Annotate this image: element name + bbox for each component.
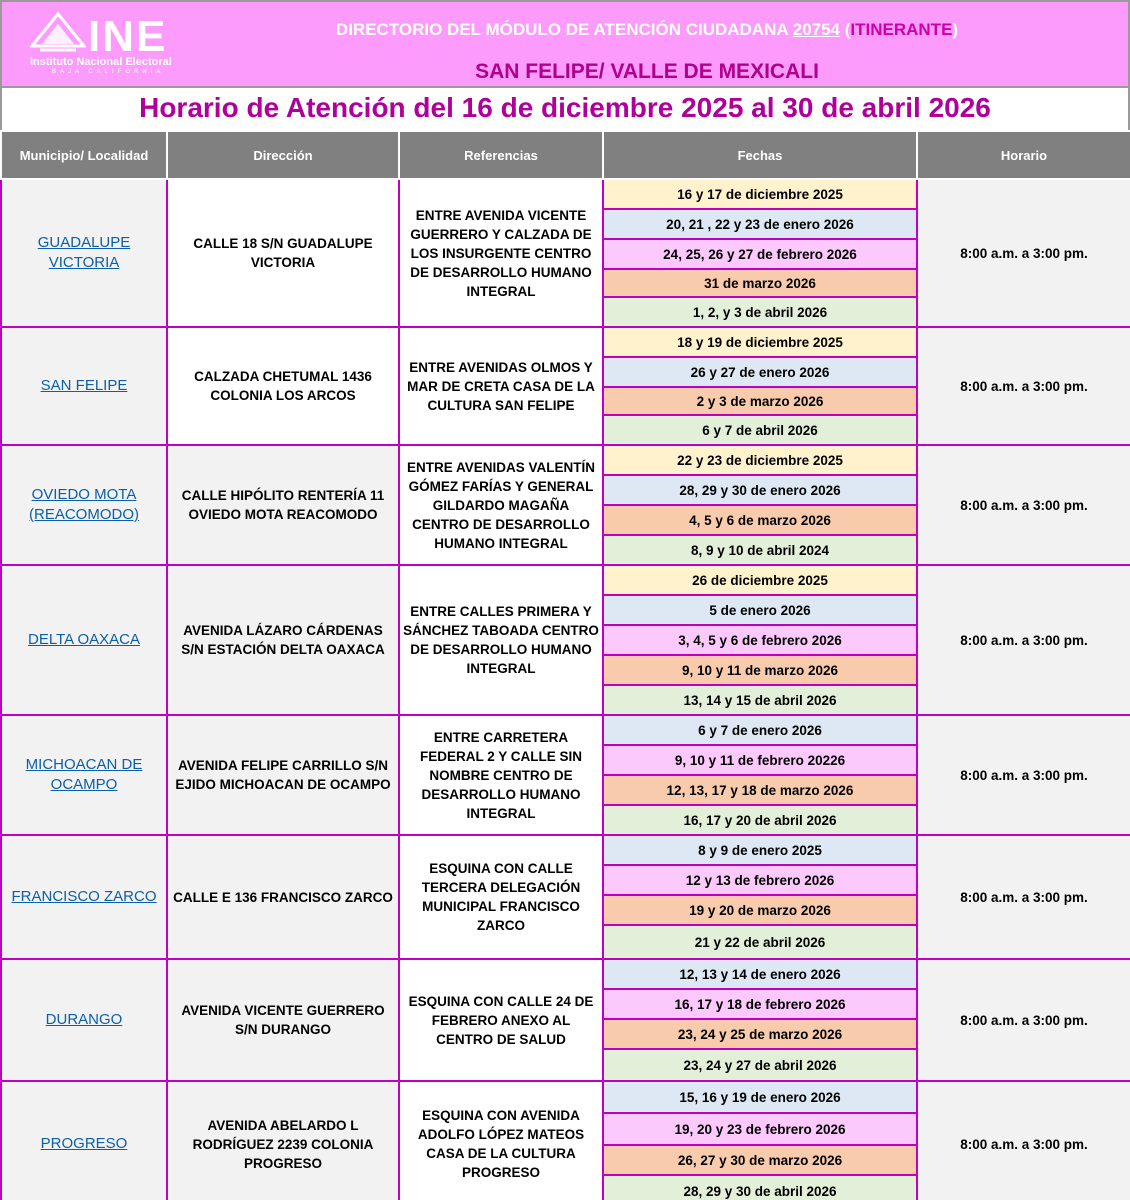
fecha-item: 3, 4, 5 y 6 de febrero 2026 (604, 626, 916, 656)
municipio-link[interactable]: GUADALUPE VICTORIA (37, 234, 131, 271)
direccion-cell: CALLE HIPÓLITO RENTERÍA 11 OVIEDO MOTA REACOMODO (167, 445, 399, 565)
ine-logo (30, 12, 230, 78)
fecha-item: 26 de diciembre 2025 (604, 566, 916, 596)
municipio-cell (1, 1081, 167, 1200)
fecha-item: 8 y 9 de enero 2025 (604, 836, 916, 866)
fecha-item: 28, 29 y 30 de enero 2026 (604, 476, 916, 506)
fechas-cell (603, 959, 917, 1081)
horario-cell: 8:00 a.m. a 3:00 pm. (917, 179, 1130, 327)
column-header-horario: Horario (917, 131, 1130, 179)
column-header-municipio: Municipio/ Localidad (1, 131, 167, 179)
fecha-item: 23, 24 y 27 de abril 2026 (604, 1050, 916, 1080)
document-header (0, 0, 1130, 88)
fecha-item: 5 de enero 2026 (604, 596, 916, 626)
schedule-banner: Horario de Atención del 16 de diciembre 2025 al 30 de abril 2026 (0, 88, 1130, 132)
referencias-cell: ENTRE AVENIDAS VALENTÍN GÓMEZ FARÍAS Y GENERAL GILDARDO MAGAÑA CENTRO DE DESARROLLO HUMANO INTEGRAL (399, 445, 603, 565)
horario-cell: 8:00 a.m. a 3:00 pm. (917, 835, 1130, 959)
column-header-referencias: Referencias (399, 131, 603, 179)
horario-cell: 8:00 a.m. a 3:00 pm. (917, 959, 1130, 1081)
horario-cell: 8:00 a.m. a 3:00 pm. (917, 1081, 1130, 1200)
fecha-item: 19, 20 y 23 de febrero 2026 (604, 1114, 916, 1146)
municipio-link[interactable]: DELTA OAXACA (28, 631, 140, 648)
municipio-cell (1, 959, 167, 1081)
referencias-cell: ESQUINA CON AVENIDA ADOLFO LÓPEZ MATEOS CASA DE LA CULTURA PROGRESO (399, 1081, 603, 1200)
referencias-cell: ENTRE AVENIDA VICENTE GUERRERO Y CALZADA DE LOS INSURGENTE CENTRO DE DESARROLLO HUMANO INTEGRAL (399, 179, 603, 327)
municipio-link[interactable]: DURANGO (45, 1011, 123, 1028)
fechas-cell (603, 445, 917, 565)
direccion-cell: AVENIDA LÁZARO CÁRDENAS S/N ESTACIÓN DELTA OAXACA (167, 565, 399, 715)
fecha-item: 19 y 20 de marzo 2026 (604, 896, 916, 926)
referencias-cell: ENTRE AVENIDAS OLMOS Y MAR DE CRETA CASA DE LA CULTURA SAN FELIPE (399, 327, 603, 445)
fecha-item: 16 y 17 de diciembre 2025 (604, 180, 916, 210)
fecha-item: 6 y 7 de enero 2026 (604, 716, 916, 746)
fecha-item: 18 y 19 de diciembre 2025 (604, 328, 916, 358)
directory-prefix: DIRECTORIO DEL MÓDULO DE ATENCIÓN CIUDADANA (335, 20, 793, 39)
municipio-cell (1, 715, 167, 835)
fecha-item: 15, 16 y 19 de enero 2026 (604, 1082, 916, 1114)
paren-open: ( (840, 20, 851, 39)
fecha-item: 31 de marzo 2026 (604, 270, 916, 298)
ine-emblem-icon (30, 12, 86, 56)
table-row (1, 1081, 1130, 1200)
table-row (1, 715, 1130, 835)
fecha-item: 20, 21 , 22 y 23 de enero 2026 (604, 210, 916, 240)
horario-cell: 8:00 a.m. a 3:00 pm. (917, 715, 1130, 835)
fecha-item: 21 y 22 de abril 2026 (604, 926, 916, 958)
direccion-cell: AVENIDA VICENTE GUERRERO S/N DURANGO (167, 959, 399, 1081)
table-row (1, 327, 1130, 445)
logo-wordmark: INE (88, 12, 168, 61)
column-header-fechas: Fechas (603, 131, 917, 179)
logo-region: BAJA CALIFORNIA (52, 69, 165, 75)
logo-subtitle: Instituto Nacional Electoral (30, 56, 172, 68)
directory-table (0, 130, 1130, 1200)
fecha-item: 12, 13, 17 y 18 de marzo 2026 (604, 776, 916, 806)
referencias-cell: ENTRE CALLES PRIMERA Y SÁNCHEZ TABOADA CENTRO DE DESARROLLO HUMANO INTEGRAL (399, 565, 603, 715)
horario-cell: 8:00 a.m. a 3:00 pm. (917, 327, 1130, 445)
fecha-item: 13, 14 y 15 de abril 2026 (604, 686, 916, 714)
fecha-item: 26, 27 y 30 de marzo 2026 (604, 1146, 916, 1176)
direccion-cell: CALLE E 136 FRANCISCO ZARCO (167, 835, 399, 959)
municipio-link[interactable]: SAN FELIPE (40, 377, 128, 394)
horario-cell: 8:00 a.m. a 3:00 pm. (917, 565, 1130, 715)
fecha-item: 9, 10 y 11 de marzo 2026 (604, 656, 916, 686)
direccion-cell: AVENIDA FELIPE CARRILLO S/N EJIDO MICHOACAN DE OCAMPO (167, 715, 399, 835)
fecha-item: 12 y 13 de febrero 2026 (604, 866, 916, 896)
municipio-cell (1, 327, 167, 445)
table-row (1, 835, 1130, 959)
referencias-cell: ENTRE CARRETERA FEDERAL 2 Y CALLE SIN NOMBRE CENTRO DE DESARROLLO HUMANO INTEGRAL (399, 715, 603, 835)
fecha-item: 6 y 7 de abril 2026 (604, 416, 916, 444)
paren-close: ) (952, 20, 959, 39)
fecha-item: 9, 10 y 11 de febrero 20226 (604, 746, 916, 776)
fecha-item: 4, 5 y 6 de marzo 2026 (604, 506, 916, 536)
column-header-direccion: Dirección (167, 131, 399, 179)
municipio-cell (1, 835, 167, 959)
table-row (1, 445, 1130, 565)
fecha-item: 16, 17 y 20 de abril 2026 (604, 806, 916, 834)
municipio-cell (1, 179, 167, 327)
direccion-cell: CALZADA CHETUMAL 1436 COLONIA LOS ARCOS (167, 327, 399, 445)
table-row (1, 959, 1130, 1081)
fecha-item: 2 y 3 de marzo 2026 (604, 388, 916, 416)
municipio-cell (1, 445, 167, 565)
fecha-item: 16, 17 y 18 de febrero 2026 (604, 990, 916, 1020)
fecha-item: 23, 24 y 25 de marzo 2026 (604, 1020, 916, 1050)
fecha-item: 28, 29 y 30 de abril 2026 (604, 1176, 916, 1200)
itinerante-label: ITINERANTE (850, 20, 953, 39)
module-number: 20754 (792, 20, 841, 39)
referencias-cell: ESQUINA CON CALLE 24 DE FEBRERO ANEXO AL CENTRO DE SALUD (399, 959, 603, 1081)
table-header-row (1, 131, 1130, 179)
fechas-cell (603, 179, 917, 327)
municipio-link[interactable]: PROGRESO (40, 1135, 128, 1152)
directory-title (247, 20, 1047, 40)
fechas-cell (603, 327, 917, 445)
municipio-link[interactable]: MICHOACAN DE OCAMPO (25, 756, 143, 793)
fechas-cell (603, 835, 917, 959)
fecha-item: 8, 9 y 10 de abril 2024 (604, 536, 916, 564)
fecha-item: 22 y 23 de diciembre 2025 (604, 446, 916, 476)
municipio-link[interactable]: OVIEDO MOTA (REACOMODO) (29, 486, 139, 523)
table-body (1, 179, 1130, 1200)
fechas-cell (603, 715, 917, 835)
municipio-cell (1, 565, 167, 715)
fecha-item: 12, 13 y 14 de enero 2026 (604, 960, 916, 990)
referencias-cell: ESQUINA CON CALLE TERCERA DELEGACIÓN MUNICIPAL FRANCISCO ZARCO (399, 835, 603, 959)
table-row (1, 179, 1130, 327)
horario-cell: 8:00 a.m. a 3:00 pm. (917, 445, 1130, 565)
fecha-item: 1, 2, y 3 de abril 2026 (604, 298, 916, 326)
fechas-cell (603, 565, 917, 715)
direccion-cell: CALLE 18 S/N GUADALUPE VICTORIA (167, 179, 399, 327)
municipio-link[interactable]: FRANCISCO ZARCO (11, 888, 157, 905)
fecha-item: 26 y 27 de enero 2026 (604, 358, 916, 388)
direccion-cell: AVENIDA ABELARDO L RODRÍGUEZ 2239 COLONIA PROGRESO (167, 1081, 399, 1200)
fechas-cell (603, 1081, 917, 1200)
table-row (1, 565, 1130, 715)
location-title: SAN FELIPE/ VALLE DE MEXICALI (475, 60, 819, 83)
fecha-item: 24, 25, 26 y 27 de febrero 2026 (604, 240, 916, 270)
